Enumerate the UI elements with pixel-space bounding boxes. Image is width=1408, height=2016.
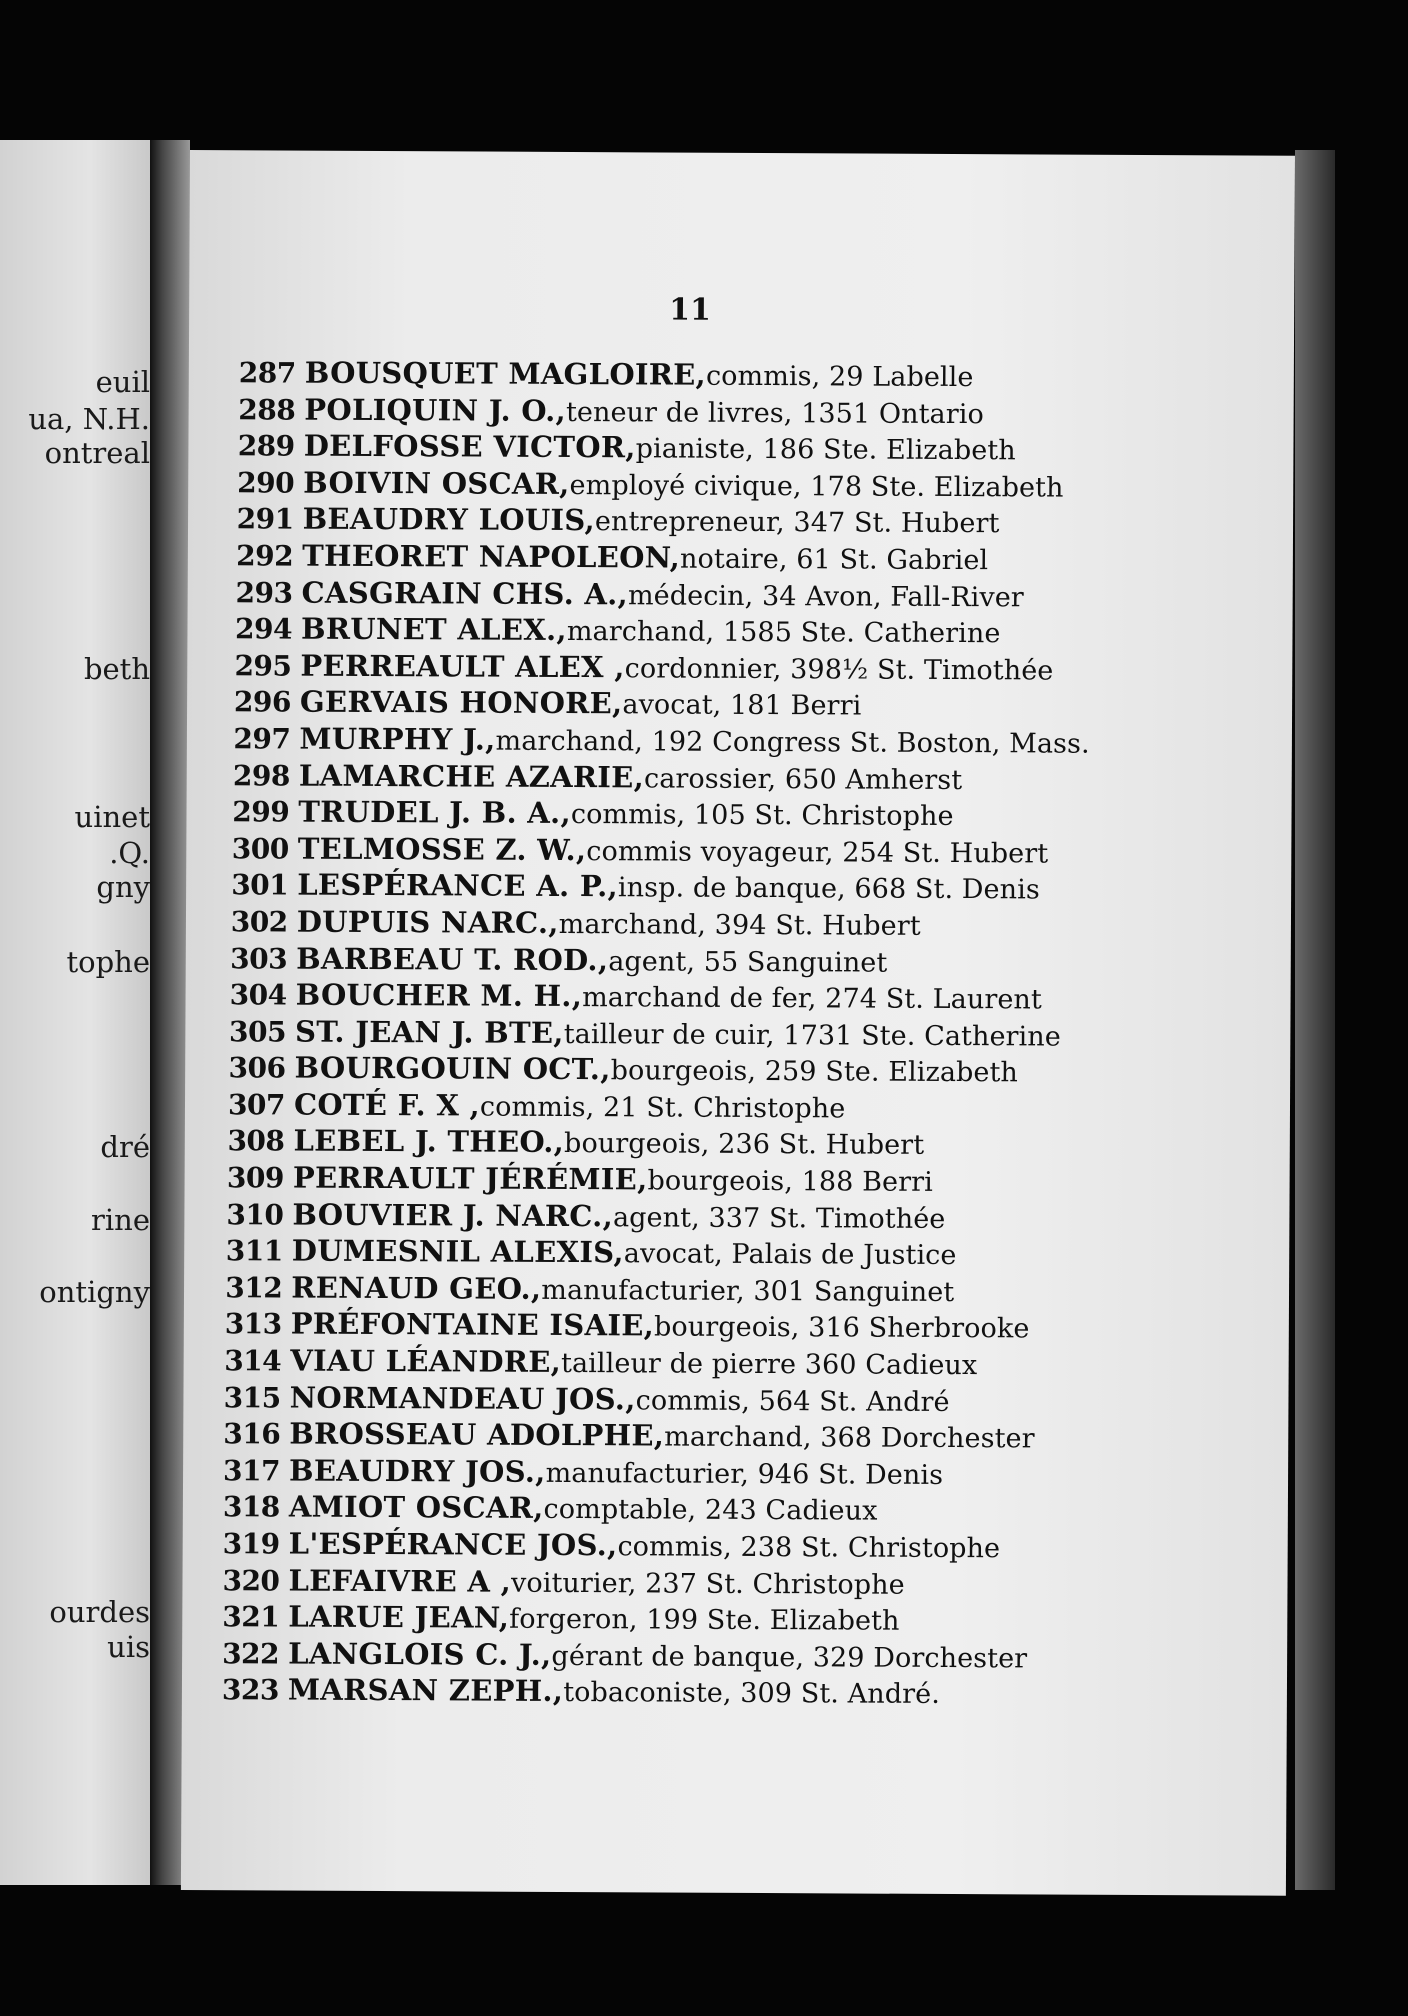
entry-details: commis, 105 St. Christophe xyxy=(570,799,954,833)
entry-number: 292 xyxy=(236,539,294,573)
entry-name: LAMARCHE AZARIE, xyxy=(298,758,645,794)
entry-details: carossier, 650 Amherst xyxy=(643,762,963,796)
entry-name: BOUVIER J. NARC., xyxy=(292,1197,614,1233)
entry-number: 294 xyxy=(235,612,293,646)
entry-name: PERRAULT JÉRÉMIE, xyxy=(292,1160,648,1197)
entry-number: 318 xyxy=(222,1490,280,1524)
directory-entry xyxy=(229,355,1279,397)
directory-entry xyxy=(227,721,1277,763)
entry-name: NORMANDEAU JOS., xyxy=(289,1380,636,1416)
entry-name: LANGLOIS C. J., xyxy=(288,1636,552,1672)
entry-details: insp. de banque, 668 St. Denis xyxy=(617,872,1040,906)
entry-details: commis, 21 St. Christophe xyxy=(479,1091,846,1125)
directory-entry xyxy=(222,1636,1272,1678)
entry-details: teneur de livres, 1351 Ontario xyxy=(565,396,984,430)
entry-name: VIAU LÉANDRE, xyxy=(290,1343,562,1379)
left-page-fragment: beth xyxy=(83,652,150,686)
entry-number: 319 xyxy=(222,1527,280,1561)
left-facing-page xyxy=(0,140,150,1885)
entry-number: 287 xyxy=(238,356,296,390)
directory-entry xyxy=(228,538,1278,580)
entry-name: ST. JEAN J. BTE, xyxy=(294,1014,564,1050)
directory-entry xyxy=(224,1343,1274,1385)
entry-details: bourgeois, 188 Berri xyxy=(647,1165,933,1198)
entry-name: RENAUD GEO., xyxy=(291,1270,542,1306)
entry-details: manufacturier, 946 St. Denis xyxy=(545,1457,944,1491)
entry-name: BOUSQUET MAGLOIRE, xyxy=(304,355,707,392)
left-page-fragment: rine xyxy=(91,1203,150,1237)
entry-number: 315 xyxy=(223,1380,281,1415)
directory-entry xyxy=(227,758,1277,800)
page-edge-shadow xyxy=(1295,150,1335,1890)
entry-name: POLIQUIN J. O., xyxy=(304,392,567,428)
entry-details: marchand, 368 Dorchester xyxy=(664,1421,1035,1455)
entry-name: DUMESNIL ALEXIS, xyxy=(291,1233,624,1270)
entry-details: commis, 29 Labelle xyxy=(705,360,974,394)
entry-name: MARSAN ZEPH., xyxy=(287,1672,564,1709)
entry-name: DUPUIS NARC., xyxy=(296,904,559,940)
entry-name: GERVAIS HONORE, xyxy=(299,684,623,721)
entry-number: 300 xyxy=(231,831,289,866)
entry-details: forgeron, 199 Ste. Elizabeth xyxy=(509,1603,900,1637)
directory-entry xyxy=(225,1124,1275,1166)
directory-entry xyxy=(228,465,1278,507)
entry-number: 310 xyxy=(226,1197,284,1232)
entry-details: médecin, 34 Avon, Fall-River xyxy=(627,579,1024,613)
directory-entry xyxy=(226,868,1276,910)
entry-details: tailleur de pierre 360 Cadieux xyxy=(560,1347,978,1382)
entry-number: 320 xyxy=(222,1563,280,1598)
entry-number: 299 xyxy=(232,795,290,829)
directory-entry xyxy=(227,648,1277,690)
entry-name: TRUDEL J. B. A., xyxy=(298,794,571,831)
directory-entry xyxy=(223,1526,1273,1568)
entry-number: 288 xyxy=(238,392,296,427)
entry-details: tobaconiste, 309 St. André. xyxy=(563,1677,941,1711)
entry-name: LEBEL J. THEO., xyxy=(293,1124,565,1160)
left-page-fragment: ua, N.H. xyxy=(28,402,150,436)
entry-name: PERREAULT ALEX , xyxy=(300,648,625,685)
entry-number: 311 xyxy=(225,1234,283,1268)
left-page-fragment: .Q. xyxy=(109,836,150,870)
directory-entry xyxy=(226,904,1276,946)
directory-entry xyxy=(225,1087,1275,1129)
left-page-fragment: uinet xyxy=(74,800,150,834)
entry-number: 313 xyxy=(224,1307,282,1341)
directory-entry xyxy=(225,1050,1275,1092)
entry-details: marchand, 192 Congress St. Boston, Mass. xyxy=(495,725,1090,760)
entry-number: 293 xyxy=(235,575,293,610)
entry-name: LARUE JEAN, xyxy=(288,1599,510,1635)
entry-details: cordonnier, 398½ St. Timothée xyxy=(624,653,1054,687)
directory-entry xyxy=(223,1490,1273,1532)
directory-entry xyxy=(225,977,1275,1019)
entry-name: BEAUDRY LOUIS, xyxy=(302,501,596,538)
directory-entry xyxy=(224,1197,1274,1239)
entry-number: 297 xyxy=(233,722,291,756)
entry-name: PRÉFONTAINE ISAIE, xyxy=(290,1306,655,1343)
entry-number: 304 xyxy=(229,978,287,1012)
directory-entry xyxy=(228,428,1278,470)
entry-number: 301 xyxy=(231,868,289,902)
entry-details: tailleur de cuir, 1731 Ste. Catherine xyxy=(563,1018,1061,1053)
page-number: 11 xyxy=(669,292,712,328)
entry-details: gérant de banque, 329 Dorchester xyxy=(551,1640,1028,1675)
directory-entry xyxy=(224,1307,1274,1349)
entry-details: bourgeois, 259 Ste. Elizabeth xyxy=(610,1055,1019,1089)
entry-number: 309 xyxy=(226,1161,284,1195)
left-page-fragment: dré xyxy=(100,1130,150,1164)
directory-entry xyxy=(223,1416,1273,1458)
entry-details: commis, 564 St. André xyxy=(635,1384,950,1418)
entry-number: 289 xyxy=(237,429,295,463)
entry-name: BOUCHER M. H., xyxy=(295,977,583,1014)
entry-number: 317 xyxy=(222,1454,281,1488)
entry-number: 321 xyxy=(222,1600,280,1634)
entry-name: DELFOSSE VICTOR, xyxy=(303,428,636,465)
entry-details: voiturier, 237 St. Christophe xyxy=(510,1567,905,1601)
entry-name: BOIVIN OSCAR, xyxy=(303,465,570,501)
directory-entry xyxy=(222,1563,1272,1605)
entry-name: MURPHY J., xyxy=(299,721,496,757)
directory-entry xyxy=(226,831,1276,873)
directory-entry xyxy=(229,392,1279,434)
entry-details: marchand de fer, 274 St. Laurent xyxy=(582,982,1042,1016)
left-page-fragment: ourdes xyxy=(49,1595,150,1629)
entry-details: bourgeois, 316 Sherbrooke xyxy=(653,1311,1030,1345)
entry-number: 303 xyxy=(230,941,288,976)
entry-name: TELMOSSE Z. W., xyxy=(297,831,587,867)
left-page-fragment: ontigny xyxy=(39,1275,150,1309)
entry-details: employé civique, 178 Ste. Elizabeth xyxy=(569,469,1064,504)
entry-details: marchand, 1585 Ste. Catherine xyxy=(566,616,1001,650)
entry-details: marchand, 394 St. Hubert xyxy=(558,908,921,942)
entry-details: avocat, Palais de Justice xyxy=(623,1238,957,1272)
directory-entry xyxy=(225,1160,1275,1202)
directory-entry xyxy=(226,794,1276,836)
entry-number: 306 xyxy=(228,1051,286,1085)
entry-name: CASGRAIN CHS. A., xyxy=(301,575,629,611)
left-page-fragment: ontreal xyxy=(44,436,150,470)
entry-details: agent, 337 St. Timothée xyxy=(612,1201,946,1235)
entry-name: LEFAIVRE A , xyxy=(288,1563,512,1599)
entry-details: agent, 55 Sanguinet xyxy=(608,945,888,979)
entry-name: BOURGOUIN OCT., xyxy=(294,1050,611,1087)
directory-entry xyxy=(223,1380,1273,1422)
entry-name: BARBEAU T. ROD., xyxy=(296,941,609,977)
left-page-fragment: uis xyxy=(107,1630,150,1664)
entry-number: 316 xyxy=(223,1417,281,1451)
entry-number: 312 xyxy=(225,1271,283,1305)
left-page-fragment: tophe xyxy=(66,945,150,979)
directory-entry xyxy=(228,502,1278,544)
entry-name: BRUNET ALEX., xyxy=(300,611,567,648)
entry-details: entrepreneur, 347 St. Hubert xyxy=(594,506,1000,540)
directory-entry xyxy=(228,575,1278,617)
entry-number: 305 xyxy=(228,1014,287,1049)
entry-number: 322 xyxy=(222,1636,280,1671)
entry-name: L'ESPÉRANCE JOS., xyxy=(288,1526,618,1563)
entry-details: pianiste, 186 Ste. Elizabeth xyxy=(635,433,1016,467)
entry-details: avocat, 181 Berri xyxy=(622,689,862,722)
directory-entry xyxy=(224,1233,1274,1275)
entry-details: manufacturier, 301 Sanguinet xyxy=(541,1274,955,1308)
directory-entry xyxy=(222,1599,1272,1641)
entry-name: BROSSEAU ADOLPHE, xyxy=(289,1416,665,1453)
entry-name: AMIOT OSCAR, xyxy=(288,1489,544,1526)
entry-number: 298 xyxy=(232,758,290,793)
directory-entry xyxy=(226,941,1276,983)
entry-number: 308 xyxy=(227,1124,285,1158)
entry-number: 291 xyxy=(236,502,294,536)
entry-number: 323 xyxy=(221,1673,279,1707)
directory-entry xyxy=(227,611,1277,653)
directory-page xyxy=(181,150,1295,1896)
directory-entry xyxy=(222,1673,1272,1715)
entry-details: commis, 238 St. Christophe xyxy=(617,1531,1001,1565)
entry-name: COTÉ F. X , xyxy=(293,1087,481,1123)
entry-number: 302 xyxy=(230,905,288,939)
entry-number: 314 xyxy=(224,1344,282,1378)
entry-name: BEAUDRY JOS., xyxy=(288,1453,546,1489)
directory-entry xyxy=(223,1453,1273,1495)
entry-name: THEORET NAPOLEON, xyxy=(302,538,681,575)
entry-number: 307 xyxy=(227,1088,286,1122)
directory-entry xyxy=(225,1014,1275,1056)
left-page-fragment: euil xyxy=(95,365,150,399)
directory-entry xyxy=(227,685,1277,727)
entry-name: LESPÉRANCE A. P., xyxy=(297,867,619,904)
entry-number: 295 xyxy=(234,648,292,683)
entry-number: 290 xyxy=(237,466,295,500)
entry-number: 296 xyxy=(233,685,291,719)
entry-details: comptable, 243 Cadieux xyxy=(543,1494,878,1528)
entry-list xyxy=(222,355,1279,1714)
entry-details: notaire, 61 St. Gabriel xyxy=(680,543,989,577)
entry-details: commis voyageur, 254 St. Hubert xyxy=(586,835,1049,870)
entry-details: bourgeois, 236 St. Hubert xyxy=(564,1128,925,1162)
left-page-fragment: gny xyxy=(96,870,150,904)
directory-entry xyxy=(224,1270,1274,1312)
